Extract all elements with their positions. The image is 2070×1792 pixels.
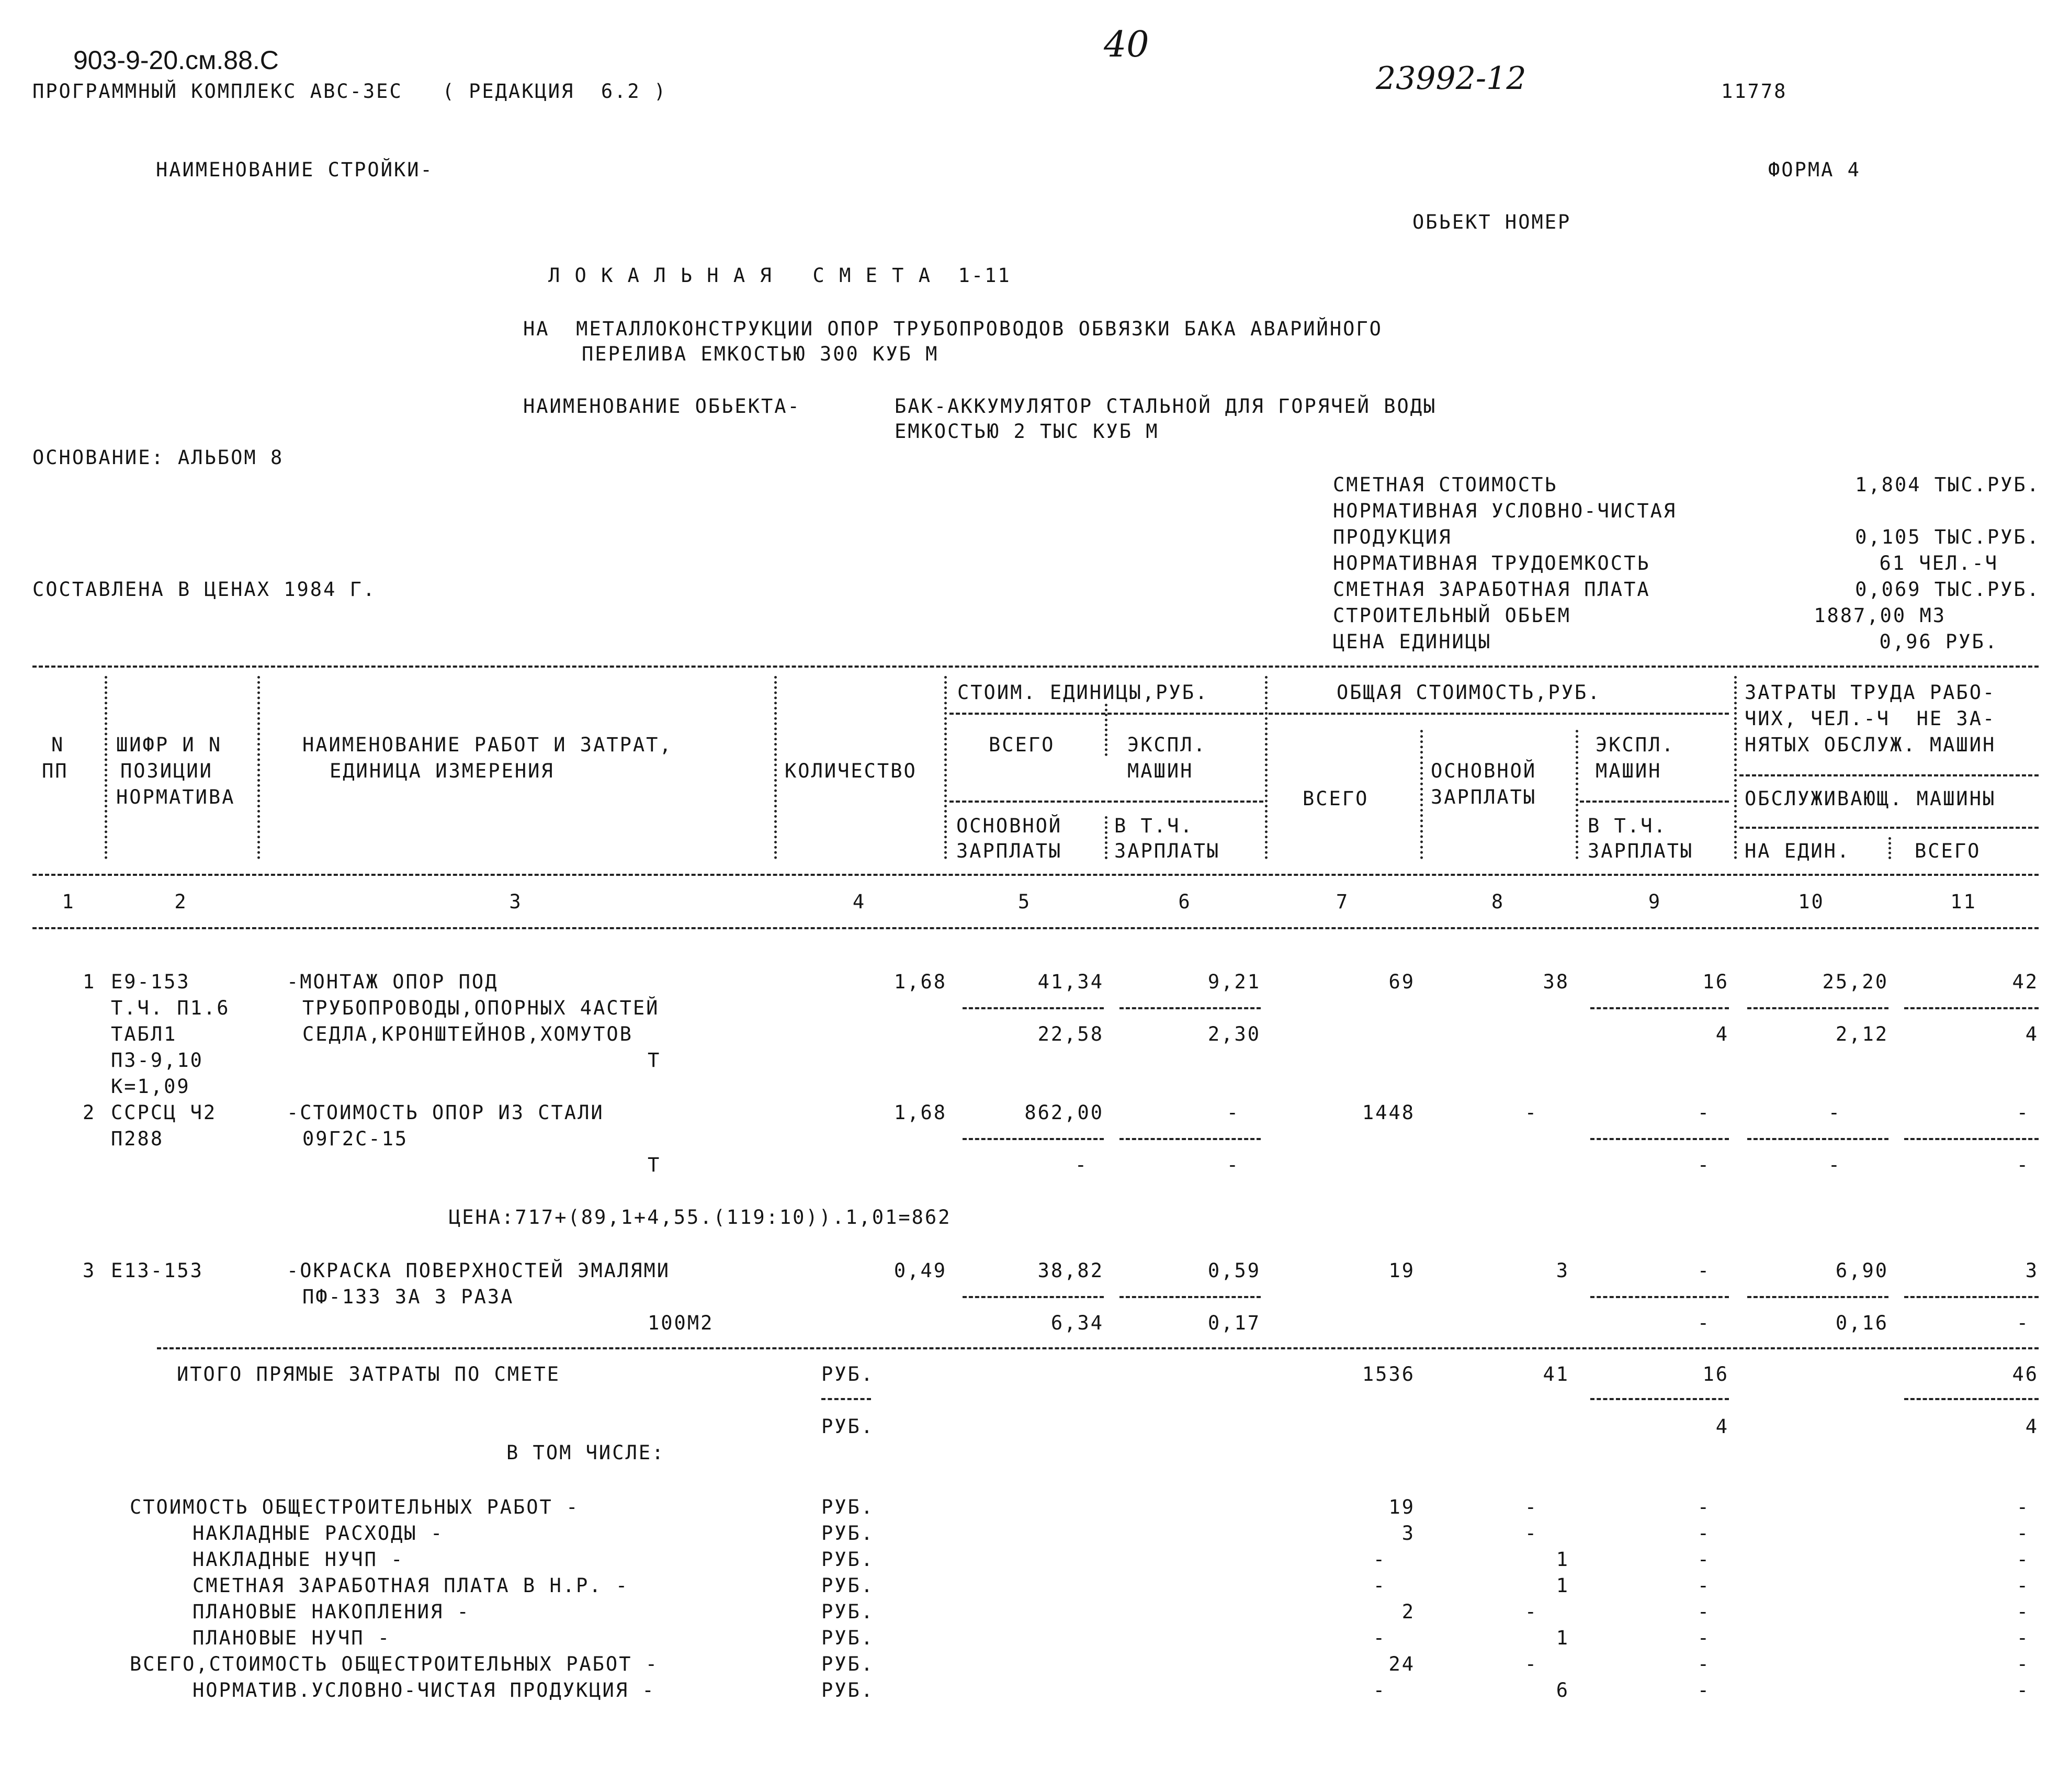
- header-rule: [1739, 774, 2039, 776]
- row-total-machines: -: [1697, 1101, 1711, 1124]
- breakdown-total: 2: [1401, 1601, 1415, 1623]
- breakdown-machines: -: [1697, 1574, 1711, 1597]
- row-rule: [1119, 1138, 1261, 1140]
- page-number: 40: [1104, 24, 1149, 65]
- row-rule: [1590, 1296, 1729, 1298]
- row-rule: [1747, 1007, 1888, 1009]
- totals-label: ИТОГО ПРЯМЫЕ ЗАТРАТЫ ПО СМЕТЕ: [177, 1363, 561, 1385]
- row-rule: [1119, 1296, 1261, 1298]
- header-code: ПОЗИЦИИ: [120, 760, 213, 782]
- header-rule: [1739, 827, 2039, 829]
- construction-label: НАИМЕНОВАНИЕ СТРОЙКИ-: [156, 159, 434, 181]
- summary-label: СМЕТНАЯ ЗАРАБОТНАЯ ПЛАТА: [1333, 578, 1650, 601]
- header-rule: [1269, 713, 1729, 715]
- row-rule: [1747, 1296, 1888, 1298]
- row-total-wage: 38: [1543, 971, 1569, 993]
- header-rule: [949, 801, 1263, 803]
- summary-label: ЦЕНА ЕДИНИЦЫ: [1333, 630, 1492, 653]
- row-labor-total: 42: [2012, 971, 2039, 993]
- header-labor-unit: НА ЕДИН.: [1745, 840, 1851, 862]
- row-rule: [1747, 1138, 1888, 1140]
- row-quantity: 1,68: [893, 971, 947, 993]
- row-name: СЕДЛА,КРОНШТЕЙНОВ,ХОМУТОВ: [302, 1023, 633, 1045]
- row-total-machines: -: [1697, 1259, 1711, 1282]
- header-total-wage: ЗАРПЛАТЫ: [1431, 786, 1537, 808]
- handwritten-reference: 23992-12: [1376, 60, 1526, 97]
- totals-unit-rule: [821, 1398, 871, 1400]
- breakdown-machines: -: [1697, 1548, 1711, 1571]
- summary-label: НОРМАТИВНАЯ ТРУДОЕМКОСТЬ: [1333, 552, 1650, 574]
- header-total-all: ВСЕГО: [1303, 787, 1369, 810]
- row-rule: [1590, 1007, 1729, 1009]
- row-labor-total: 4: [2025, 1023, 2039, 1045]
- object-name-line-2: ЕМКОСТЬЮ 2 ТЫС КУБ М: [895, 420, 1159, 443]
- breakdown-machines: -: [1697, 1601, 1711, 1623]
- price-formula: ЦЕНА:717+(89,1+4,55.(119:10)).1,01=862: [449, 1206, 952, 1229]
- row-total-incl: -: [1697, 1312, 1711, 1334]
- breakdown-unit: РУБ.: [821, 1496, 875, 1518]
- breakdown-wage: 1: [1556, 1548, 1569, 1571]
- row-rule: [963, 1007, 1104, 1009]
- breakdown-wage: -: [1524, 1653, 1538, 1675]
- breakdown-total: 19: [1388, 1496, 1415, 1518]
- totals-machines-incl: 4: [1715, 1415, 1729, 1438]
- header-total-incl: В Т.Ч.: [1588, 815, 1667, 837]
- header-rule: [949, 713, 1263, 715]
- including-label: В ТОМ ЧИСЛЕ:: [506, 1441, 665, 1464]
- header-code: НОРМАТИВА: [116, 786, 235, 808]
- row-code: ССРСЦ Ч2: [111, 1101, 217, 1124]
- summary-value: 61 ЧЕЛ.-Ч: [1879, 552, 1998, 574]
- column-number: 10: [1798, 891, 1825, 913]
- breakdown-unit: РУБ.: [821, 1653, 875, 1675]
- row-unit-total: 862,00: [1024, 1101, 1104, 1124]
- column-separator: [1420, 730, 1423, 859]
- breakdown-labor: -: [2016, 1601, 2030, 1623]
- breakdown-label: СМЕТНАЯ ЗАРАБОТНАЯ ПЛАТА В Н.Р. -: [193, 1574, 629, 1597]
- row-labor-unit: 6,90: [1835, 1259, 1888, 1282]
- summary-value: 0,105 ТЫС.РУБ.: [1855, 526, 2040, 548]
- header-bottom-rule: [32, 927, 2039, 929]
- header-labor: НЯТЫХ ОБСЛУЖ. МАШИН: [1745, 734, 1996, 756]
- header-total-cost: ОБЩАЯ СТОИМОСТЬ,РУБ.: [1337, 681, 1601, 704]
- breakdown-label: ВСЕГО,СТОИМОСТЬ ОБЩЕСТРОИТЕЛЬНЫХ РАБОТ -: [130, 1653, 659, 1675]
- row-number: 1: [83, 971, 96, 993]
- breakdown-machines: -: [1697, 1496, 1711, 1518]
- row-labor-unit: 2,12: [1835, 1023, 1888, 1045]
- header-name: ЕДИНИЦА ИЗМЕРЕНИЯ: [330, 760, 555, 782]
- header-total-incl: ЗАРПЛАТЫ: [1588, 840, 1694, 862]
- row-unit-incl: 0,17: [1207, 1312, 1261, 1334]
- breakdown-label: СТОИМОСТЬ ОБЩЕСТРОИТЕЛЬНЫХ РАБОТ -: [130, 1496, 580, 1518]
- breakdown-label: ПЛАНОВЫЕ НАКОПЛЕНИЯ -: [193, 1601, 470, 1623]
- column-separator: [1576, 730, 1578, 859]
- row-labor-unit: 25,20: [1822, 971, 1888, 993]
- row-code: Е9-153: [111, 971, 190, 993]
- totals-labor-incl: 4: [2025, 1415, 2039, 1438]
- row-total-machines: 16: [1702, 971, 1729, 993]
- row-total-incl: -: [1697, 1154, 1711, 1176]
- header-code: ШИФР И N: [116, 734, 222, 756]
- header-total-wage: ОСНОВНОЙ: [1431, 760, 1537, 782]
- breakdown-labor: -: [2016, 1679, 2030, 1701]
- form-label: ФОРМА 4: [1768, 159, 1861, 181]
- breakdown-total: 24: [1388, 1653, 1415, 1675]
- row-labor-total: -: [2016, 1312, 2030, 1334]
- row-unit-wage: -: [1074, 1154, 1088, 1176]
- summary-label: ПРОДУКЦИЯ: [1333, 526, 1452, 548]
- column-separator: [105, 676, 107, 859]
- row-unit-total: 38,82: [1037, 1259, 1104, 1282]
- header-quantity: КОЛИЧЕСТВО: [785, 760, 917, 782]
- column-number: 9: [1648, 891, 1662, 913]
- header-unit-total: ВСЕГО: [989, 734, 1055, 756]
- header-total-machines: МАШИН: [1596, 760, 1662, 782]
- header-n: ПП: [42, 760, 69, 782]
- row-rule: [963, 1138, 1104, 1140]
- object-name-line-1: БАК-АККУМУЛЯТОР СТАЛЬНОЙ ДЛЯ ГОРЯЧЕЙ ВОДЫ: [895, 395, 1437, 418]
- column-number: 1: [62, 891, 75, 913]
- row-labor-unit: 0,16: [1835, 1312, 1888, 1334]
- breakdown-wage: -: [1524, 1601, 1538, 1623]
- breakdown-total: -: [1373, 1574, 1386, 1597]
- header-top-rule: [32, 666, 2039, 668]
- totals-unit: РУБ.: [821, 1415, 875, 1438]
- totals-labor: 46: [2012, 1363, 2039, 1385]
- object-number-label: ОБЬЕКТ НОМЕР: [1412, 211, 1571, 233]
- column-separator: [1734, 676, 1737, 859]
- row-labor-unit: -: [1828, 1154, 1841, 1176]
- header-rule: [1580, 801, 1729, 803]
- breakdown-labor: -: [2016, 1496, 2030, 1518]
- summary-value: 1,804 ТЫС.РУБ.: [1855, 474, 2040, 496]
- breakdown-machines: -: [1697, 1522, 1711, 1545]
- totals-wage: 41: [1543, 1363, 1569, 1385]
- row-total: 19: [1388, 1259, 1415, 1282]
- column-separator: [1105, 816, 1107, 859]
- summary-value: 1887,00 М3: [1814, 604, 1946, 627]
- header-labor: ОБСЛУЖИВАЮЩ. МАШИНЫ: [1745, 787, 1996, 810]
- row-labor-unit: -: [1828, 1101, 1841, 1124]
- breakdown-unit: РУБ.: [821, 1601, 875, 1623]
- row-code: П288: [111, 1128, 164, 1150]
- row-name: ПФ-133 ЗА 3 РАЗА: [302, 1286, 514, 1308]
- row-unit-machines: -: [1226, 1101, 1240, 1124]
- row-unit: 100М2: [648, 1312, 714, 1334]
- row-unit-total: 41,34: [1037, 971, 1104, 993]
- breakdown-labor: -: [2016, 1574, 2030, 1597]
- summary-value: 0,069 ТЫС.РУБ.: [1855, 578, 2040, 601]
- prices-year-line: СОСТАВЛЕНА В ЦЕНАХ 1984 Г.: [32, 578, 377, 601]
- row-unit: Т: [648, 1154, 661, 1176]
- breakdown-labor: -: [2016, 1627, 2030, 1649]
- row-name: 09Г2С-15: [302, 1128, 409, 1150]
- object-label: НАИМЕНОВАНИЕ ОБЬЕКТА-: [523, 395, 801, 418]
- header-labor: ЧИХ, ЧЕЛ.-Ч НЕ ЗА-: [1745, 707, 1996, 730]
- header-name: НАИМЕНОВАНИЕ РАБОТ И ЗАТРАТ,: [302, 734, 673, 756]
- row-labor-total: -: [2016, 1154, 2030, 1176]
- breakdown-wage: 6: [1556, 1679, 1569, 1701]
- totals-rule: [157, 1347, 2039, 1349]
- row-total-wage: -: [1524, 1101, 1538, 1124]
- breakdown-label: ПЛАНОВЫЕ НУЧП -: [193, 1627, 391, 1649]
- header-rule: [32, 874, 2039, 876]
- row-rule: [963, 1296, 1104, 1298]
- breakdown-machines: -: [1697, 1653, 1711, 1675]
- basis-line: ОСНОВАНИЕ: АЛЬБОМ 8: [32, 446, 284, 469]
- row-name: ТРУБОПРОВОДЫ,ОПОРНЫХ 4АСТЕЙ: [302, 997, 660, 1019]
- program-line: ПРОГРАММНЫЙ КОМПЛЕКС АВС-3ЕС ( РЕДАКЦИЯ 6.2 ): [32, 80, 668, 103]
- breakdown-total: -: [1373, 1679, 1386, 1701]
- totals-rule: [1590, 1398, 1729, 1400]
- row-name: -ОКРАСКА ПОВЕРХНОСТЕЙ ЭМАЛЯМИ: [287, 1259, 671, 1282]
- row-name: -МОНТАЖ ОПОР ПОД: [287, 971, 499, 993]
- row-number: 3: [83, 1259, 96, 1282]
- header-unit-incl: В Т.Ч.: [1114, 815, 1194, 837]
- header-unit-machines: ЭКСПЛ.: [1127, 734, 1207, 756]
- breakdown-machines: -: [1697, 1679, 1711, 1701]
- breakdown-wage: 1: [1556, 1627, 1569, 1649]
- row-rule: [1904, 1138, 2039, 1140]
- row-unit-wage: 6,34: [1050, 1312, 1104, 1334]
- row-unit-incl: -: [1226, 1154, 1240, 1176]
- row-code: К=1,09: [111, 1075, 190, 1098]
- row-number: 2: [83, 1101, 96, 1124]
- breakdown-unit: РУБ.: [821, 1548, 875, 1571]
- header-labor-total: ВСЕГО: [1915, 840, 1981, 862]
- column-number: 6: [1178, 891, 1192, 913]
- breakdown-labor: -: [2016, 1653, 2030, 1675]
- breakdown-unit: РУБ.: [821, 1627, 875, 1649]
- row-rule: [1119, 1007, 1261, 1009]
- row-name: -СТОИМОСТЬ ОПОР ИЗ СТАЛИ: [287, 1101, 604, 1124]
- header-n: N: [51, 734, 65, 756]
- subject-line-1: НА МЕТАЛЛОКОНСТРУКЦИИ ОПОР ТРУБОПРОВОДОВ ОБВЯЗКИ БАКА АВАРИЙНОГО: [523, 318, 1383, 340]
- breakdown-wage: 1: [1556, 1574, 1569, 1597]
- row-code: П3-9,10: [111, 1049, 203, 1072]
- row-unit-incl: 2,30: [1207, 1023, 1261, 1045]
- row-rule: [1904, 1007, 2039, 1009]
- breakdown-wage: -: [1524, 1496, 1538, 1518]
- row-unit: Т: [648, 1049, 661, 1072]
- column-number: 8: [1491, 891, 1505, 913]
- breakdown-wage: -: [1524, 1522, 1538, 1545]
- totals-unit: РУБ.: [821, 1363, 875, 1385]
- column-number: 4: [852, 891, 866, 913]
- header-unit-wage: ЗАРПЛАТЫ: [956, 840, 1062, 862]
- totals-rule: [1904, 1398, 2039, 1400]
- breakdown-machines: -: [1697, 1627, 1711, 1649]
- row-labor-total: 3: [2025, 1259, 2039, 1282]
- document-title: Л О К А Л Ь Н А Я С М Е Т А 1-11: [548, 264, 1011, 287]
- column-separator: [944, 676, 947, 859]
- row-rule: [1904, 1296, 2039, 1298]
- row-quantity: 0,49: [893, 1259, 947, 1282]
- breakdown-total: 3: [1401, 1522, 1415, 1545]
- totals-total: 1536: [1362, 1363, 1415, 1385]
- summary-label: СМЕТНАЯ СТОИМОСТЬ: [1333, 474, 1558, 496]
- column-separator: [1265, 676, 1268, 859]
- document-code: 903-9-20.см.88.С: [73, 46, 279, 75]
- column-number: 2: [174, 891, 188, 913]
- column-separator: [1105, 704, 1107, 756]
- row-rule: [1590, 1138, 1729, 1140]
- header-total-machines: ЭКСПЛ.: [1596, 734, 1675, 756]
- row-code: Е13-153: [111, 1259, 203, 1282]
- row-total: 69: [1388, 971, 1415, 993]
- breakdown-label: НАКЛАДНЫЕ НУЧП -: [193, 1548, 404, 1571]
- summary-label: СТРОИТЕЛЬНЫЙ ОБЬЕМ: [1333, 604, 1571, 627]
- column-separator: [774, 676, 777, 859]
- breakdown-total: -: [1373, 1627, 1386, 1649]
- breakdown-unit: РУБ.: [821, 1574, 875, 1597]
- column-number: 7: [1336, 891, 1350, 913]
- breakdown-labor: -: [2016, 1548, 2030, 1571]
- header-unit-machines: МАШИН: [1127, 760, 1194, 782]
- breakdown-label: НАКЛАДНЫЕ РАСХОДЫ -: [193, 1522, 444, 1545]
- column-number: 11: [1950, 891, 1977, 913]
- breakdown-label: НОРМАТИВ.УСЛОВНО-ЧИСТАЯ ПРОДУКЦИЯ -: [193, 1679, 655, 1701]
- row-code: Т.Ч. П1.6: [111, 997, 230, 1019]
- breakdown-total: -: [1373, 1548, 1386, 1571]
- summary-value: 0,96 РУБ.: [1879, 630, 1998, 653]
- row-labor-total: -: [2016, 1101, 2030, 1124]
- breakdown-unit: РУБ.: [821, 1522, 875, 1545]
- summary-label: НОРМАТИВНАЯ УСЛОВНО-ЧИСТАЯ: [1333, 500, 1677, 522]
- header-labor: ЗАТРАТЫ ТРУДА РАБО-: [1745, 681, 1996, 704]
- column-number: 3: [509, 891, 523, 913]
- row-unit-machines: 0,59: [1207, 1259, 1261, 1282]
- header-unit-cost: СТОИМ. ЕДИНИЦЫ,РУБ.: [957, 681, 1209, 704]
- header-unit-incl: ЗАРПЛАТЫ: [1114, 840, 1220, 862]
- row-unit-machines: 9,21: [1207, 971, 1261, 993]
- subject-line-2: ПЕРЕЛИВА ЕМКОСТЬЮ 300 КУБ М: [582, 343, 939, 365]
- row-unit-wage: 22,58: [1037, 1023, 1104, 1045]
- breakdown-labor: -: [2016, 1522, 2030, 1545]
- breakdown-unit: РУБ.: [821, 1679, 875, 1701]
- row-total-wage: 3: [1556, 1259, 1569, 1282]
- row-quantity: 1,68: [893, 1101, 947, 1124]
- row-code: ТАБЛ1: [111, 1023, 177, 1045]
- header-unit-wage: ОСНОВНОЙ: [956, 815, 1062, 837]
- column-separator: [1888, 837, 1891, 859]
- totals-machines: 16: [1702, 1363, 1729, 1385]
- row-total-incl: 4: [1715, 1023, 1729, 1045]
- column-number: 5: [1017, 891, 1032, 913]
- row-total: 1448: [1362, 1101, 1415, 1124]
- sheet-code: 11778: [1721, 80, 1788, 103]
- column-separator: [257, 676, 260, 859]
